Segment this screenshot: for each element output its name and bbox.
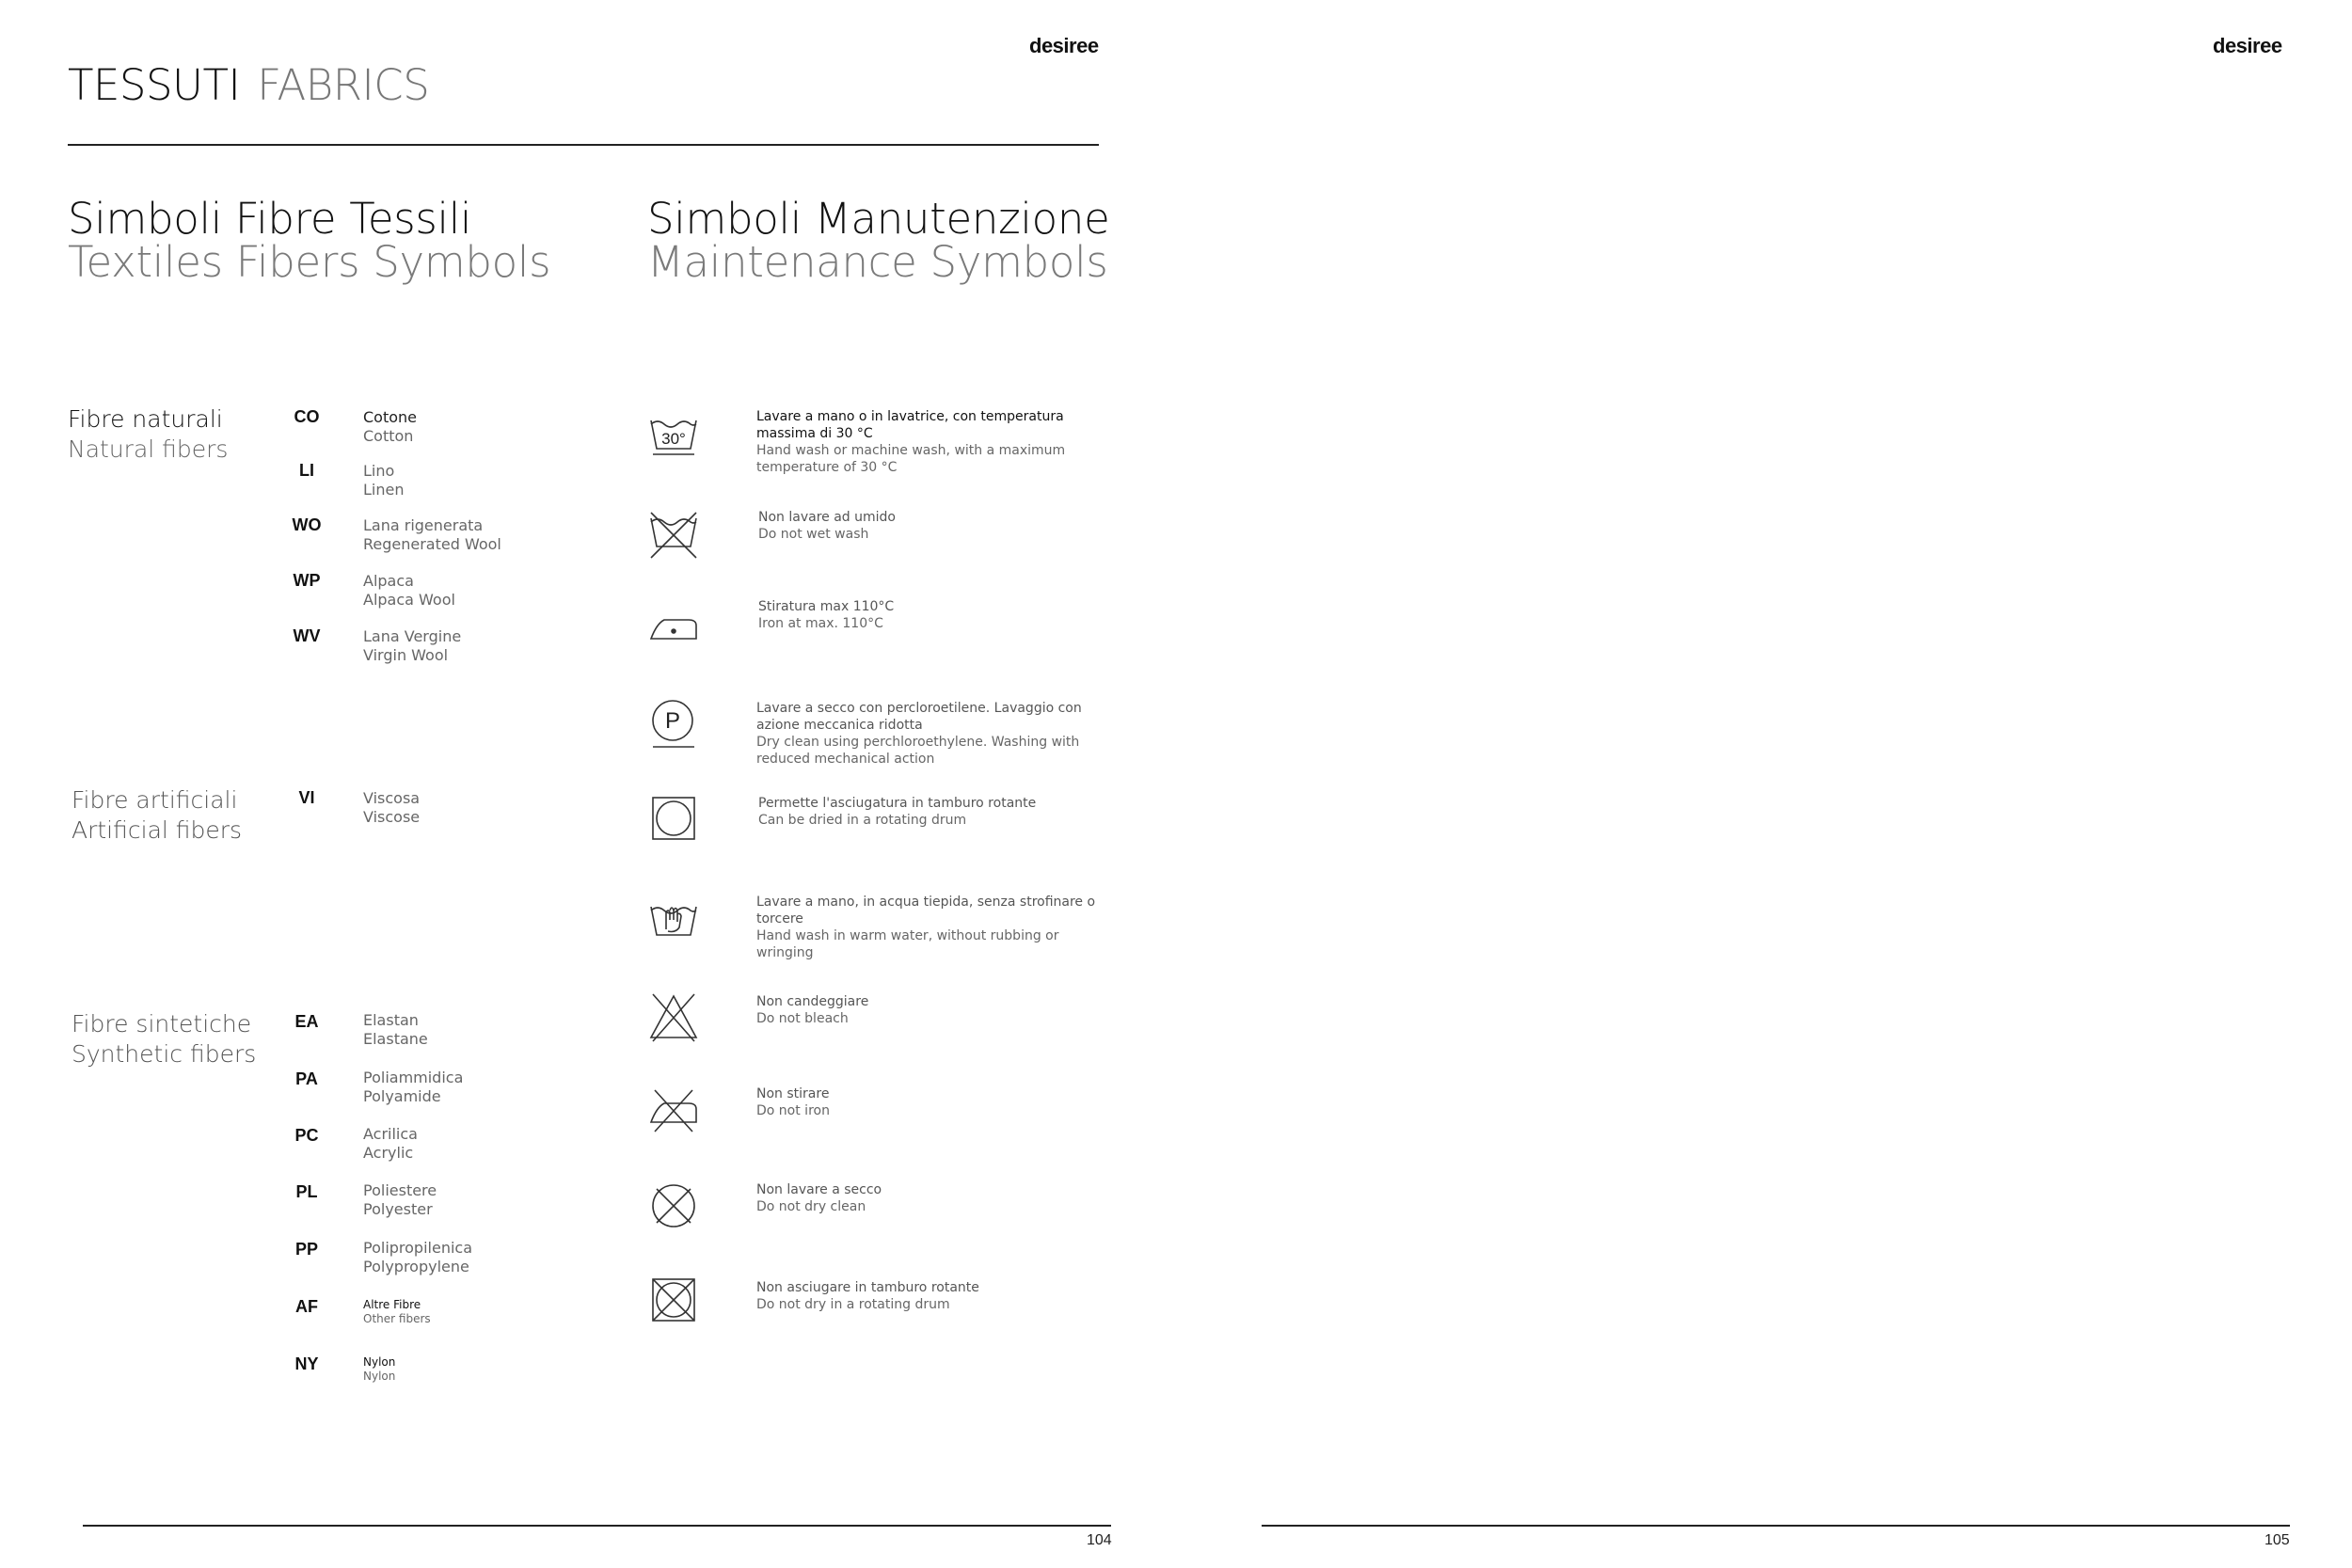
fiber-name-en: Cotton [363,427,414,445]
maintenance-text-en: Do not wet wash [758,527,869,542]
maintenance-text-en: Can be dried in a rotating drum [758,813,967,828]
maintenance-text-it: Stiratura max 110°C [758,599,895,614]
fiber-name [363,1069,463,1106]
fiber-name-it: Cotone [363,408,418,426]
fiber-code: WO [292,515,322,534]
page-title [68,60,429,110]
maintenance-heading-it: Simboli Manutenzione [647,194,1110,244]
maintenance-text-en: Hand wash or machine wash, with a maximum temperature of 30 °C [756,443,1066,475]
maintenance-text-en: Hand wash in warm water, without rubbing or wringing [756,928,1059,960]
fiber-name-it: Alpaca [363,572,414,590]
group-label-en: Synthetic fibers [72,1040,257,1068]
fiber-name [363,1125,418,1163]
maintenance-text-it: Non asciugare in tamburo rotante [756,1280,979,1295]
maintenance-text [756,993,1104,1027]
maintenance-text-en: Do not bleach [756,1011,849,1026]
fiber-name-it: Poliestere [363,1181,437,1199]
fiber-name-it: Viscosa [363,789,421,807]
group-label-en: Artificial fibers [72,816,243,844]
do-not-wash-icon [647,509,700,562]
fibers-heading-en: Textiles Fibers Symbols [68,237,551,287]
maintenance-text-it: Lavare a mano, in acqua tiepida, senza strofinare o torcere [756,895,1096,927]
fiber-name [363,1011,428,1049]
group-label-it: Fibre artificiali [72,786,238,814]
brand-logo-left: desiree [1029,34,1099,57]
fiber-code: VI [298,788,315,807]
fiber-name-it: Altre Fibre [363,1298,421,1311]
fiber-name-en: Virgin Wool [363,646,449,664]
fiber-name-en: Polypropylene [363,1258,469,1275]
fiber-name-en: Other fibers [363,1312,431,1325]
fibers-section-heading [68,194,551,287]
maintenance-text-it: Permette l'asciugatura in tamburo rotante [758,796,1037,811]
title-rule [68,144,1099,146]
maintenance-text [758,598,1106,632]
iron-110-icon [647,603,700,656]
maintenance-heading-en: Maintenance Symbols [647,237,1108,287]
maintenance-text [756,700,1104,768]
fiber-name [363,408,417,446]
maintenance-text-it: Lavare a secco con percloroetilene. Lavaggio con azione meccanica ridotta [756,701,1082,733]
fiber-name-en: Nylon [363,1370,396,1383]
fiber-name-en: Elastane [363,1030,428,1048]
fiber-name [363,1181,437,1219]
do-not-iron-icon [647,1083,700,1135]
fiber-code: PC [294,1126,319,1145]
fiber-code: LI [299,461,314,480]
fiber-name-it: Lana Vergine [363,627,462,645]
maintenance-text [756,1181,1104,1215]
group-label-it: Fibre sintetiche [72,1010,252,1037]
fiber-code: NY [294,1354,319,1373]
maintenance-text [758,795,1106,829]
maintenance-text-en: Iron at max. 110°C [758,616,883,631]
fiber-code: PP [294,1240,318,1259]
do-not-tumble-dry-icon [647,1274,700,1326]
page-number-left: 104 [1087,1532,1112,1548]
fiber-name [363,627,461,665]
group-synthetic [72,1009,256,1069]
fiber-name [363,572,455,610]
fiber-name [363,516,501,554]
fiber-name-it: Poliammidica [363,1069,464,1086]
fiber-name-it: Nylon [363,1355,396,1369]
fiber-name-en: Polyester [363,1200,433,1218]
fiber-name-en: Linen [363,481,405,499]
fiber-name [363,462,404,499]
fiber-name-it: Lana rigenerata [363,516,484,534]
dry-clean-p-icon [647,696,700,749]
tumble-dry-icon [647,792,700,845]
fiber-code: PL [295,1182,318,1201]
maintenance-text-en: Do not dry clean [756,1199,866,1214]
fiber-name [363,789,420,827]
fiber-code: WV [293,626,321,645]
fibers-heading-it: Simboli Fibre Tessili [68,194,472,244]
hand-wash-icon [647,894,700,946]
fiber-name-it: Acrilica [363,1125,418,1143]
fiber-name [363,1355,395,1384]
fiber-code: CO [294,407,320,426]
group-artificial [72,785,242,846]
maintenance-text-en: Dry clean using perchloroethylene. Washing with reduced mechanical action [756,735,1080,767]
maintenance-text-en: Do not dry in a rotating drum [756,1297,950,1312]
wash-30-icon [647,411,700,464]
maintenance-section-heading [647,194,1110,287]
maintenance-text [756,894,1104,961]
group-natural [68,404,228,465]
wash-30-label: 30° [661,430,686,448]
page-title-it: TESSUTI [68,60,241,110]
fiber-name-it: Polipropilenica [363,1239,473,1257]
maintenance-text-it: Non stirare [756,1086,830,1101]
maintenance-text-it: Non lavare ad umido [758,510,896,525]
fiber-code: PA [295,1069,318,1088]
maintenance-text-it: Non candeggiare [756,994,869,1009]
footer-rule-left [83,1525,1111,1527]
page-title-en: FABRICS [257,60,430,110]
fiber-name [363,1298,431,1326]
fiber-name-en: Polyamide [363,1087,441,1105]
fiber-name-en: Alpaca Wool [363,591,455,609]
maintenance-text [756,1279,1104,1313]
fiber-code: WP [293,571,321,590]
fiber-name-en: Viscose [363,808,421,826]
fiber-name-en: Regenerated Wool [363,535,501,553]
group-label-en: Natural fibers [68,436,229,463]
maintenance-text-en: Do not iron [756,1103,830,1118]
brand-logo-right: desiree [2213,34,2282,57]
fiber-name-it: Elastan [363,1011,419,1029]
maintenance-text-it: Lavare a mano o in lavatrice, con temperatura massima di 30 °C [756,409,1064,441]
footer-rule-right [1262,1525,2290,1527]
maintenance-text [756,408,1104,476]
maintenance-text [756,1085,1104,1119]
fiber-name-it: Lino [363,462,395,480]
fiber-name-en: Acrylic [363,1144,414,1162]
maintenance-text-it: Non lavare a secco [756,1182,882,1197]
do-not-dry-clean-icon [647,1180,700,1232]
fiber-code: AF [295,1297,318,1316]
do-not-bleach-icon [647,990,700,1043]
fiber-name [363,1239,472,1276]
group-label-it: Fibre naturali [68,405,223,433]
maintenance-text [758,509,1106,543]
dry-clean-p-label: P [664,708,681,734]
page-number-right: 105 [2265,1532,2290,1548]
fiber-code: EA [294,1012,319,1031]
